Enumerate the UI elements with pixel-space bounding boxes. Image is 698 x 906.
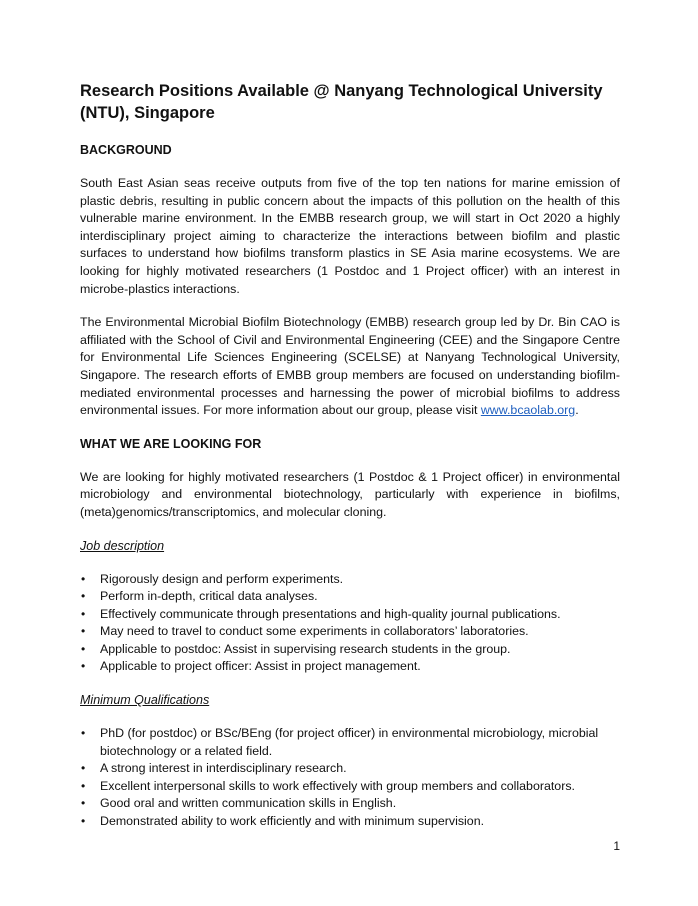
job-description-heading: Job description xyxy=(80,538,165,553)
qualifications-heading: Minimum Qualifications xyxy=(80,693,210,708)
bullet-icon: • xyxy=(81,606,86,621)
list-item xyxy=(80,725,620,760)
list-item xyxy=(80,760,620,778)
list-item xyxy=(80,588,620,606)
bullet-icon: • xyxy=(81,796,86,811)
list-item-text: Perform in-depth, critical data analyses. xyxy=(100,589,318,604)
list-item-text: Rigorously design and perform experiments. xyxy=(100,571,344,586)
document-title: Research Positions Available @ Nanyang Technological University (NTU), Singapore xyxy=(80,82,603,122)
list-item xyxy=(80,778,620,796)
list-item xyxy=(80,813,620,831)
qualifications-list xyxy=(80,725,620,831)
looking-for-paragraph: We are looking for highly motivated researchers (1 Postdoc & 1 Project officer) in environmental microbiology and environmental biotechnology, particularly with experience in biofilms, (meta)genomics/transcriptomics, and molecular cloning. xyxy=(80,469,620,519)
bullet-icon: • xyxy=(81,778,86,793)
bullet-icon: • xyxy=(81,624,86,639)
list-item-text: Excellent interpersonal skills to work effectively with group members and collaborators. xyxy=(100,778,575,793)
bullet-icon: • xyxy=(81,659,86,674)
background-heading: BACKGROUND xyxy=(80,143,172,157)
background-paragraph-1: South East Asian seas receive outputs from five of the top ten nations for marine emission of plastic debris, resulting in public concern about the impacts of this pollution on the health of this vulnerable marine environment. In the EMBB research group, we will start in Oct 2020 a highly interdisciplinary project aiming to characterize the interactions between biofilm and plastic surfaces to understand how biofilms transform plastics in SE Asia marine ecosystems. We are looking for highly motivated researchers (1 Postdoc and 1 Project officer) with an interest in microbe-plastics interactions. xyxy=(80,176,620,296)
list-item xyxy=(80,641,620,659)
group-website-link[interactable]: www.bcaolab.org xyxy=(480,403,576,418)
bullet-icon: • xyxy=(81,761,86,776)
list-item-text: May need to travel to conduct some experiments in collaborators’ laboratories. xyxy=(100,624,529,639)
document-page xyxy=(80,80,620,847)
background-paragraph-2-text: The Environmental Microbial Biofilm Biotechnology (EMBB) research group led by Dr. Bin CAO is affiliated with the School of Civil and Environmental Engineering (CEE) and the Singapore Centre for Environmental Life Sciences Engineering (SCELSE) at Nanyang Technological University, Singapore. The research efforts of EMBB group members are focused on understanding biofilm-mediated environmental processes and harnessing the power of microbial biofilms to address environmental issues. For more information about our group, please visit xyxy=(80,315,620,418)
list-item xyxy=(80,658,620,676)
background-paragraph-2 xyxy=(80,314,620,420)
list-item-text: A strong interest in interdisciplinary research. xyxy=(100,761,347,776)
bullet-icon: • xyxy=(81,726,86,741)
list-item xyxy=(80,571,620,589)
list-item-text: Demonstrated ability to work efficiently and with minimum supervision. xyxy=(100,814,485,829)
list-item xyxy=(80,606,620,624)
list-item-text: Effectively communicate through presentations and high-quality journal publications. xyxy=(100,606,561,621)
list-item-text: Applicable to postdoc: Assist in supervising research students in the group. xyxy=(100,641,511,656)
list-item-text: Applicable to project officer: Assist in project management. xyxy=(100,659,421,674)
page-number: 1 xyxy=(613,839,620,853)
background-paragraph-2-end: . xyxy=(575,403,579,418)
list-item-text: PhD (for postdoc) or BSc/BEng (for project officer) in environmental microbiology, microbial biotechnology or a related field. xyxy=(100,726,599,758)
list-item-text: Good oral and written communication skills in English. xyxy=(100,796,397,811)
job-description-list xyxy=(80,571,620,677)
bullet-icon: • xyxy=(81,589,86,604)
list-item xyxy=(80,795,620,813)
bullet-icon: • xyxy=(81,641,86,656)
list-item xyxy=(80,623,620,641)
looking-for-heading: WHAT WE ARE LOOKING FOR xyxy=(80,436,262,451)
bullet-icon: • xyxy=(81,814,86,829)
bullet-icon: • xyxy=(81,571,86,586)
